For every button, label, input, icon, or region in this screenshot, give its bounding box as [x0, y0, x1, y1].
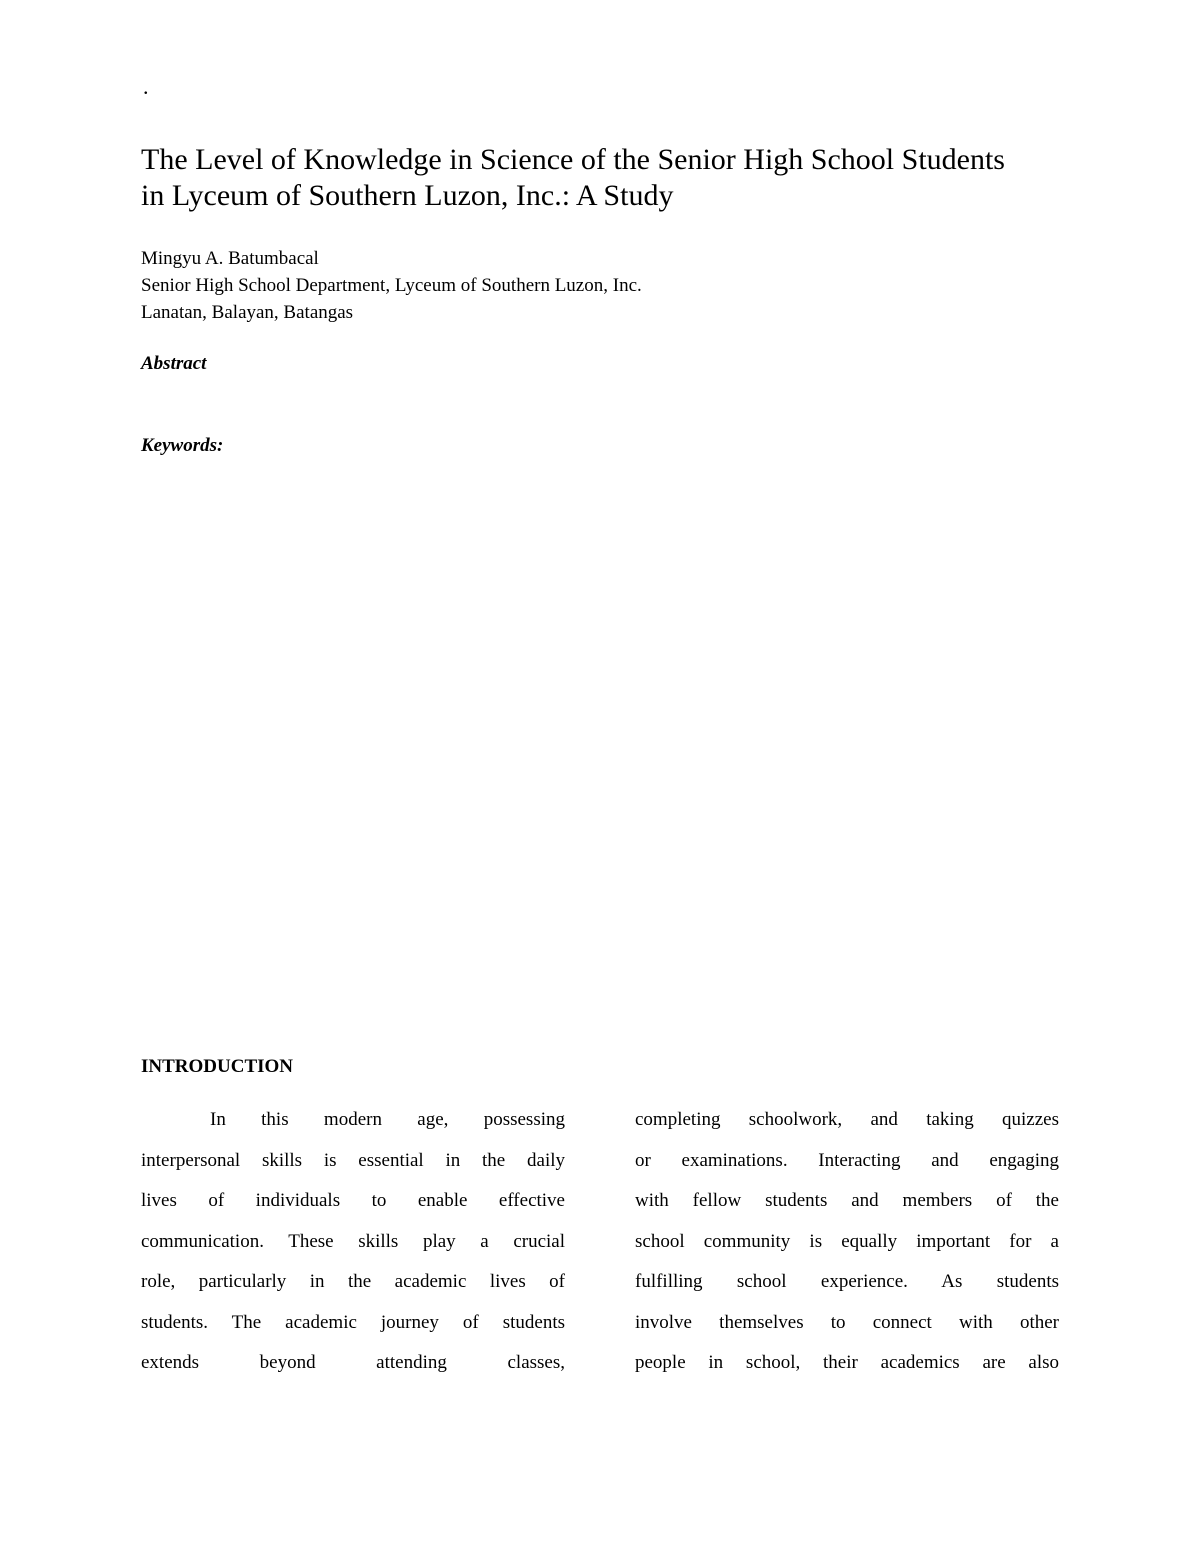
- introduction-column-left: [141, 1100, 565, 1384]
- body-text-line: In this modern age, possessing: [210, 1109, 565, 1130]
- author-block: [141, 245, 1041, 326]
- body-text-line: lives of individuals to enable effective: [141, 1190, 565, 1211]
- author-address: Lanatan, Balayan, Batangas: [141, 302, 354, 323]
- author-name: Mingyu A. Batumbacal: [141, 248, 319, 269]
- body-text-line: people in school, their academics are also: [635, 1352, 1059, 1373]
- body-text-line: communication. These skills play a crucial: [141, 1230, 565, 1252]
- body-text-line: school community is equally important for a: [635, 1230, 1059, 1252]
- body-text-line: extends beyond attending classes,: [141, 1352, 565, 1373]
- body-text-line: students. The academic journey of students: [141, 1311, 565, 1333]
- body-text-line: interpersonal skills is essential in the daily: [141, 1149, 565, 1171]
- paper-title: [141, 142, 1081, 214]
- paper-title-line-1: The Level of Knowledge in Science of the Senior High School Students: [141, 143, 1005, 176]
- abstract-heading: Abstract: [141, 353, 207, 374]
- body-text-line: role, particularly in the academic lives of: [141, 1271, 565, 1292]
- paper-title-line-2: in Lyceum of Southern Luzon, Inc.: A Study: [141, 179, 674, 212]
- body-text-line: or examinations. Interacting and engaging: [635, 1149, 1059, 1171]
- body-text-line: with fellow students and members of the: [635, 1190, 1059, 1211]
- body-text-line: completing schoolwork, and taking quizzes: [635, 1109, 1059, 1130]
- author-affiliation: Senior High School Department, Lyceum of Southern Luzon, Inc.: [141, 275, 642, 296]
- header-dot: .: [143, 74, 149, 99]
- body-text-line: involve themselves to connect with other: [635, 1311, 1059, 1333]
- introduction-column-right: [635, 1100, 1059, 1384]
- body-text-line: fulfilling school experience. As students: [635, 1271, 1059, 1292]
- keywords-heading: Keywords:: [141, 435, 224, 456]
- introduction-heading: INTRODUCTION: [141, 1056, 294, 1077]
